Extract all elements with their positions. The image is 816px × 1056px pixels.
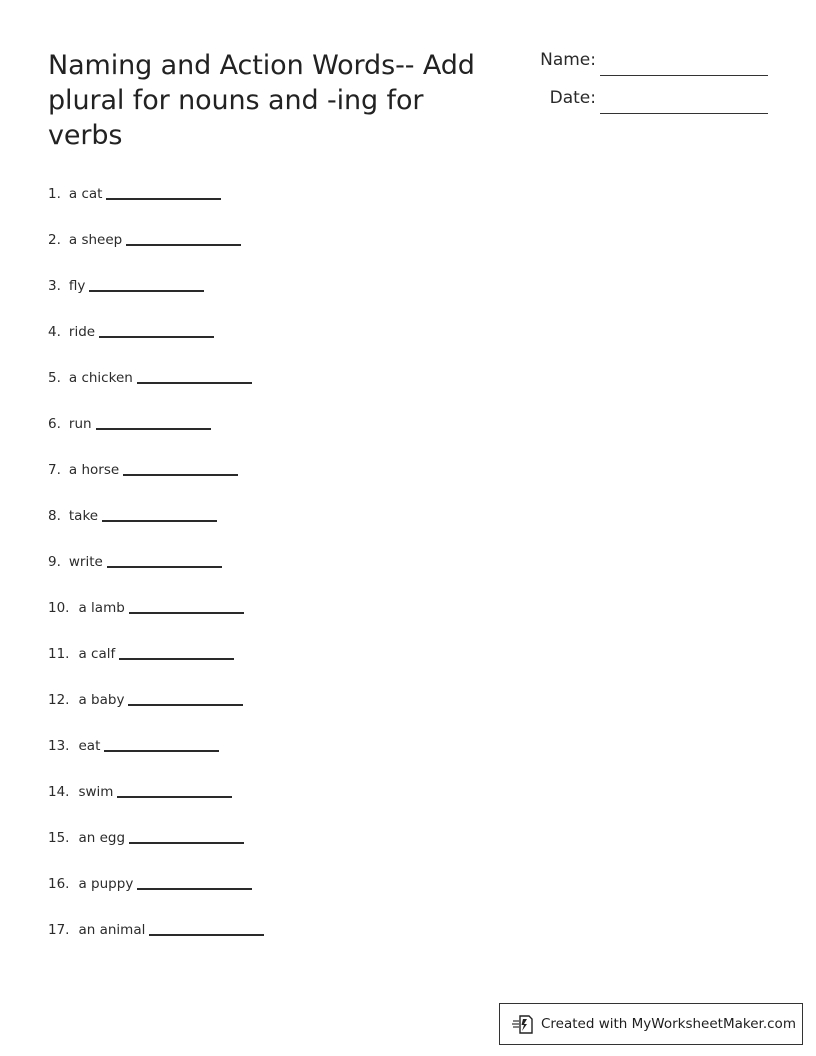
question-item bbox=[48, 368, 264, 414]
answer-line[interactable] bbox=[129, 828, 244, 844]
name-label: Name: bbox=[540, 50, 596, 70]
answer-line[interactable] bbox=[129, 598, 244, 614]
question-text: eat bbox=[78, 738, 101, 754]
question-number: 9. bbox=[48, 554, 61, 570]
name-line[interactable] bbox=[600, 75, 768, 76]
question-text: run bbox=[68, 416, 92, 432]
answer-line[interactable] bbox=[89, 276, 204, 292]
question-item bbox=[48, 736, 264, 782]
question-text: swim bbox=[78, 784, 114, 800]
question-item bbox=[48, 414, 264, 460]
question-text: take bbox=[68, 508, 99, 524]
answer-line[interactable] bbox=[99, 322, 214, 338]
question-text: a horse bbox=[68, 462, 120, 478]
question-item bbox=[48, 230, 264, 276]
question-number: 4. bbox=[48, 324, 61, 340]
question-text: a cat bbox=[68, 186, 103, 202]
question-number: 16. bbox=[48, 876, 70, 892]
footer-text: Created with MyWorksheetMaker.com bbox=[541, 1016, 796, 1032]
question-number: 3. bbox=[48, 278, 61, 294]
question-item bbox=[48, 276, 264, 322]
answer-line[interactable] bbox=[123, 460, 238, 476]
question-text: write bbox=[68, 554, 103, 570]
answer-line[interactable] bbox=[149, 920, 264, 936]
question-text: a calf bbox=[78, 646, 116, 662]
question-item bbox=[48, 644, 264, 690]
answer-line[interactable] bbox=[119, 644, 234, 660]
question-number: 11. bbox=[48, 646, 70, 662]
question-number: 5. bbox=[48, 370, 61, 386]
date-field bbox=[520, 88, 770, 118]
question-text: a puppy bbox=[78, 876, 134, 892]
name-field bbox=[520, 50, 770, 80]
question-item bbox=[48, 322, 264, 368]
answer-line[interactable] bbox=[102, 506, 217, 522]
answer-line[interactable] bbox=[137, 874, 252, 890]
question-text: a baby bbox=[78, 692, 125, 708]
answer-line[interactable] bbox=[128, 690, 243, 706]
question-number: 13. bbox=[48, 738, 70, 754]
answer-line[interactable] bbox=[107, 552, 222, 568]
question-number: 7. bbox=[48, 462, 61, 478]
answer-line[interactable] bbox=[126, 230, 241, 246]
question-item bbox=[48, 552, 264, 598]
answer-line[interactable] bbox=[137, 368, 252, 384]
question-text: fly bbox=[68, 278, 86, 294]
answer-line[interactable] bbox=[104, 736, 219, 752]
question-text: a sheep bbox=[68, 232, 123, 248]
question-number: 8. bbox=[48, 508, 61, 524]
question-number: 17. bbox=[48, 922, 70, 938]
question-text: an egg bbox=[78, 830, 126, 846]
worksheet-title: Naming and Action Words-- Add plural for nouns and -ing for verbs bbox=[48, 50, 475, 151]
date-line[interactable] bbox=[600, 113, 768, 114]
question-text: a lamb bbox=[78, 600, 125, 616]
question-list bbox=[48, 184, 264, 966]
question-number: 10. bbox=[48, 600, 70, 616]
worksheet-maker-logo-icon bbox=[512, 1013, 534, 1035]
question-item bbox=[48, 184, 264, 230]
question-number: 2. bbox=[48, 232, 61, 248]
question-item bbox=[48, 874, 264, 920]
question-number: 14. bbox=[48, 784, 70, 800]
question-item bbox=[48, 598, 264, 644]
question-item bbox=[48, 782, 264, 828]
question-item bbox=[48, 828, 264, 874]
answer-line[interactable] bbox=[106, 184, 221, 200]
footer-credit bbox=[499, 1003, 803, 1045]
question-number: 12. bbox=[48, 692, 70, 708]
question-text: a chicken bbox=[68, 370, 133, 386]
question-text: ride bbox=[68, 324, 96, 340]
question-item bbox=[48, 920, 264, 966]
answer-line[interactable] bbox=[117, 782, 232, 798]
answer-line[interactable] bbox=[96, 414, 211, 430]
question-item bbox=[48, 506, 264, 552]
question-number: 6. bbox=[48, 416, 61, 432]
question-number: 15. bbox=[48, 830, 70, 846]
question-number: 1. bbox=[48, 186, 61, 202]
question-item bbox=[48, 460, 264, 506]
question-text: an animal bbox=[78, 922, 146, 938]
date-label: Date: bbox=[549, 88, 596, 108]
question-item bbox=[48, 690, 264, 736]
